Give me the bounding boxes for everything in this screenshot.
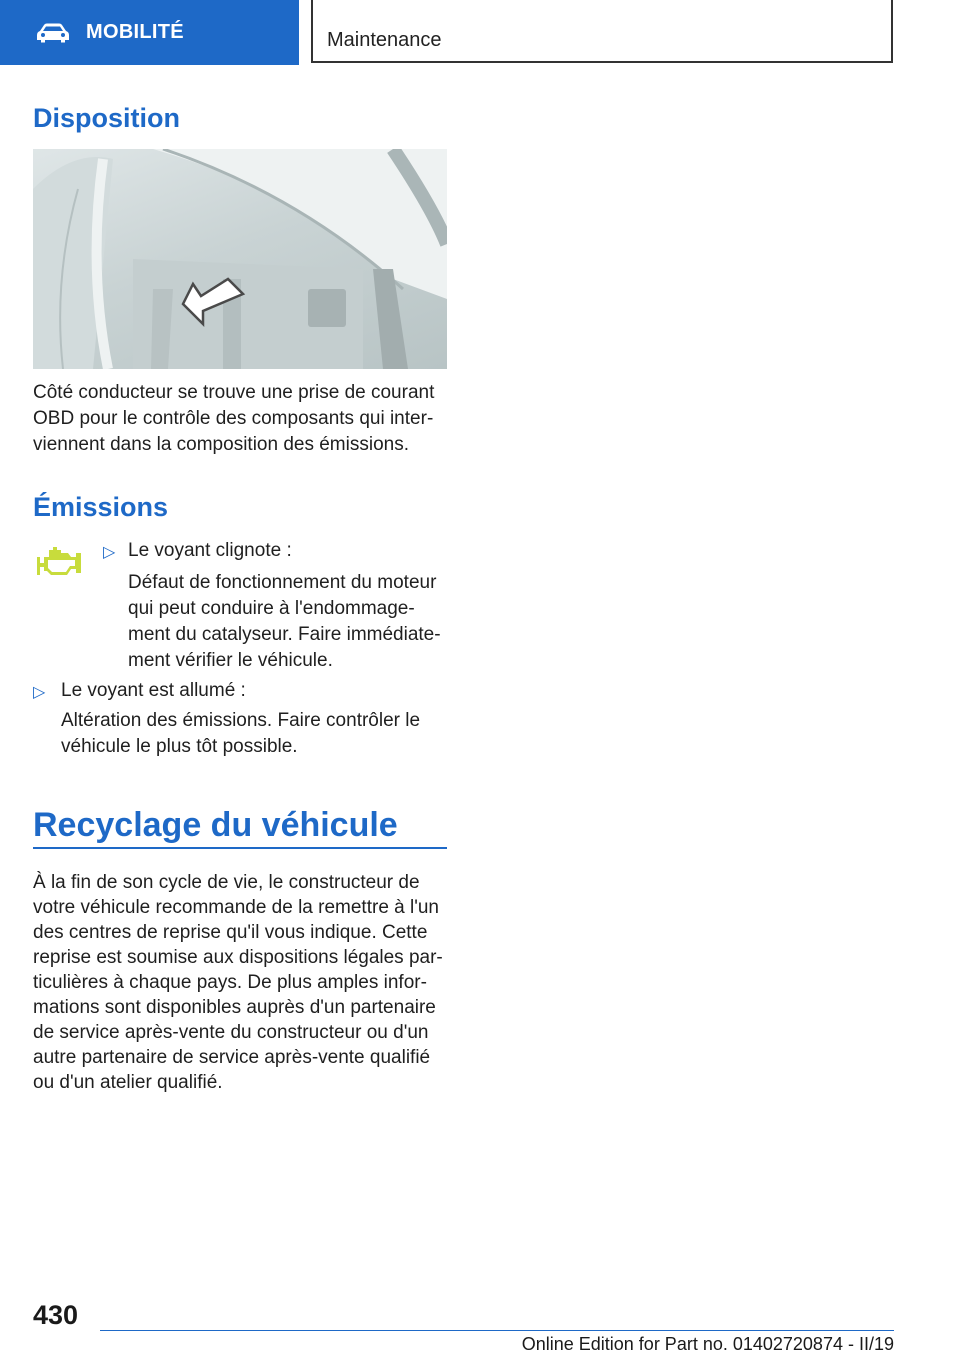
recycling-line: ticulières à chaque pays. De plus amples infor‐: [33, 972, 427, 993]
car-icon: [36, 22, 70, 44]
recycling-line: de service après-vente du constructeur ou d'un: [33, 1022, 429, 1043]
emission-item-1-line: ment du catalyseur. Faire immédiate‐: [128, 624, 441, 645]
emission-item-1-line: qui peut conduire à l'endommage‐: [128, 598, 415, 619]
emission-item-1-title: Le voyant clignote :: [128, 540, 292, 561]
footer-rule: [100, 1330, 894, 1331]
recycling-line: reprise est soumise aux dispositions légales par‐: [33, 947, 443, 968]
disposition-text: Côté conducteur se trouve une prise de courant OBD pour le contrôle des composants qui interviennent dans la composition des émissions.: [33, 382, 435, 455]
topic-label: Maintenance: [327, 29, 442, 51]
section-tab: [0, 0, 299, 65]
bullet-triangle-icon: ▷: [103, 544, 116, 561]
recycling-heading: Recyclage du véhicule: [33, 806, 398, 844]
section-label: MOBILITÉ: [86, 21, 184, 43]
page-number: 430: [33, 1300, 79, 1330]
recycling-line: autre partenaire de service après-vente qualifié: [33, 1047, 431, 1068]
check-engine-icon: [35, 546, 87, 582]
disposition-heading: Disposition: [33, 103, 180, 133]
recycling-line: mations sont disponibles auprès d'un partenaire: [33, 997, 436, 1018]
heading-rule: [33, 847, 447, 849]
bullet-triangle-icon: ▷: [33, 684, 46, 701]
emission-item-2-line: véhicule le plus tôt possible.: [61, 736, 298, 757]
recycling-line: des centres de reprise qu'il vous indique. Cette: [33, 922, 428, 943]
obd-socket-figure: [33, 149, 447, 369]
emissions-heading: Émissions: [33, 492, 169, 522]
recycling-line: ou d'un atelier qualifié.: [33, 1072, 223, 1093]
recycling-line: votre véhicule recommande de la remettre à l'un: [33, 897, 439, 918]
emission-item-2-title: Le voyant est allumé :: [61, 680, 246, 701]
emission-item-1-line: ment vérifier le véhicule.: [128, 650, 333, 671]
emission-item-2-line: Altération des émissions. Faire contrôler le: [61, 710, 421, 731]
emission-item-1-line: Défaut de fonctionnement du moteur: [128, 572, 437, 593]
obd-socket-illustration: [33, 149, 447, 369]
edition-label: Online Edition for Part no. 01402720874 - II/19: [521, 1334, 894, 1354]
topic-tab: [311, 0, 893, 63]
recycling-line: À la fin de son cycle de vie, le constructeur de: [33, 872, 420, 893]
